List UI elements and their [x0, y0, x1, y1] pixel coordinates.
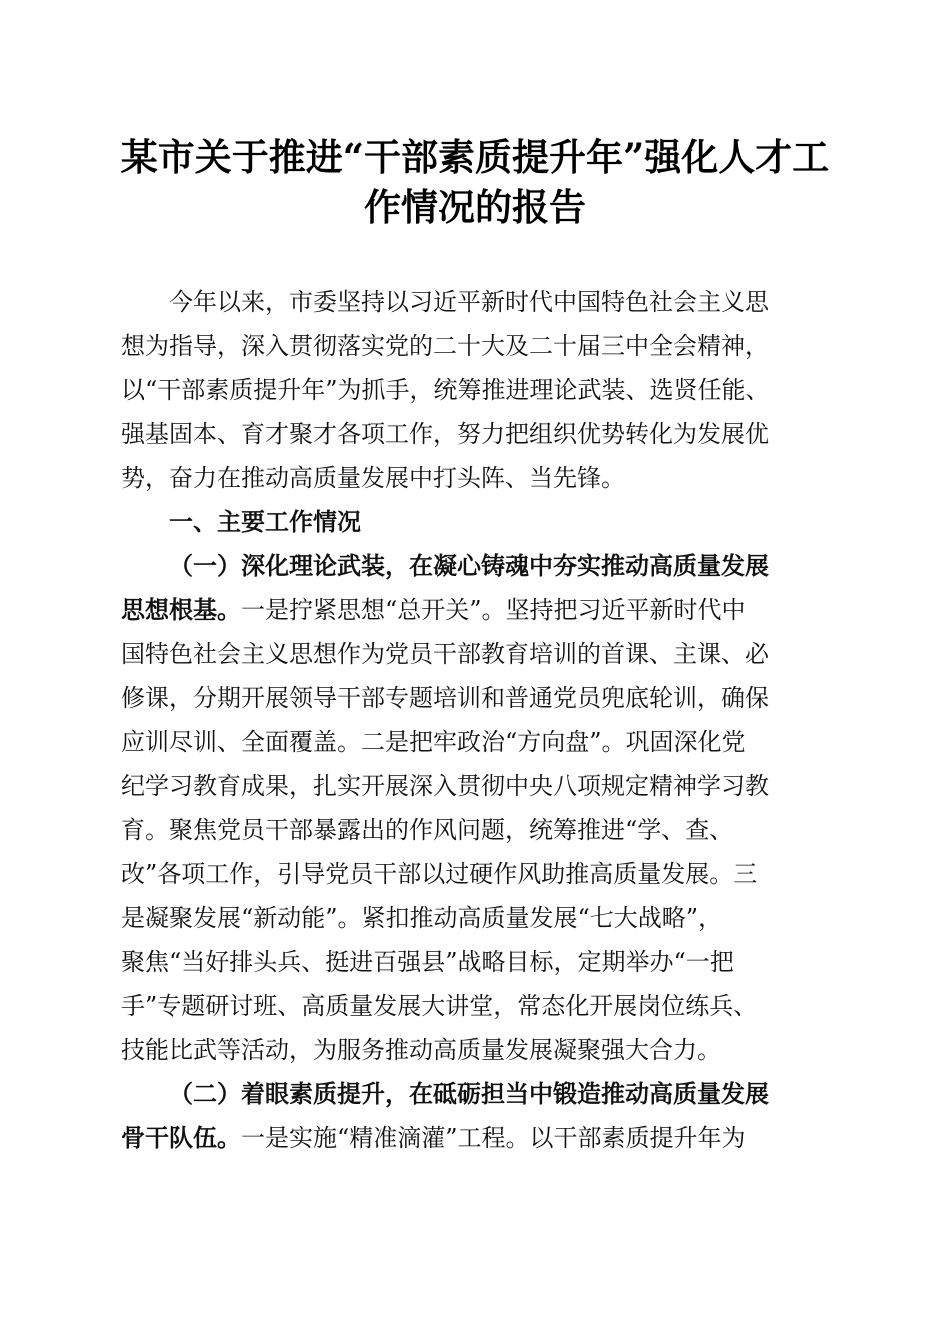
intro-line: 强基固本、育才聚才各项工作，努力把组织优势转化为发展优 [121, 420, 769, 448]
subsection-heading-end: 骨干队伍。 [121, 1123, 241, 1152]
title-line: 某市关于推进“干部素质提升年”强化人才工 [120, 135, 830, 179]
paragraph-line [121, 588, 841, 632]
paragraph-text: 一是拧紧思想“总开关”。坚持把习近平新时代中 [241, 596, 746, 624]
intro-line: 以“干部素质提升年”为抓手，统筹推进理论武装、选贤任能、 [121, 376, 770, 404]
intro-line: 想为指导，深入贯彻落实党的二十大及二十届三中全会精神， [121, 332, 769, 360]
intro-line: 势，奋力在推动高质量发展中打头阵、当先锋。 [121, 464, 625, 492]
paragraph-line: 育。聚焦党员干部暴露出的作风问题，统筹推进“学、查、 [121, 816, 734, 844]
paragraph-line: 技能比武等活动，为服务推动高质量发展凝聚强大合力。 [121, 1036, 721, 1064]
paragraph-line: 应训尽训、全面覆盖。二是把牢政治“方向盘”。巩固深化党 [121, 728, 746, 756]
paragraph-line: 是凝聚发展“新动能”。紧扣推动高质量发展“七大战略”， [121, 904, 723, 932]
section-heading: 一、主要工作情况 [169, 508, 361, 536]
paragraph-line: 纪学习教育成果，扎实开展深入贯彻中央八项规定精神学习教 [121, 772, 769, 800]
paragraph-line: 改”各项工作，引导党员干部以过硬作风助推高质量发展。三 [121, 860, 758, 888]
paragraph-line: 国特色社会主义思想作为党员干部教育培训的首课、主课、必 [121, 640, 769, 668]
title-line: 作情况的报告 [364, 185, 586, 229]
document-body [121, 280, 841, 1160]
paragraph-line: 聚焦“当好排头兵、挺进百强县”战略目标，定期举办“一把 [121, 948, 734, 976]
paragraph-line: 手”专题研讨班、高质量发展大讲堂，常态化开展岗位练兵、 [121, 992, 758, 1020]
paragraph-line [121, 1116, 841, 1160]
paragraph-text: 一是实施“精准滴灌”工程。以干部素质提升年为 [241, 1124, 746, 1152]
intro-line: 今年以来，市委坚持以习近平新时代中国特色社会主义思 [169, 288, 769, 316]
document-title [100, 132, 850, 232]
subsection-heading: （二）着眼素质提升，在砥砺担当中锻造推动高质量发展 [169, 1079, 769, 1108]
paragraph-line: 修课，分期开展领导干部专题培训和普通党员兜底轮训，确保 [121, 684, 769, 712]
subsection-heading: （一）深化理论武装，在凝心铸魂中夯实推动高质量发展 [169, 551, 769, 580]
subsection-heading-end: 思想根基。 [121, 595, 241, 624]
